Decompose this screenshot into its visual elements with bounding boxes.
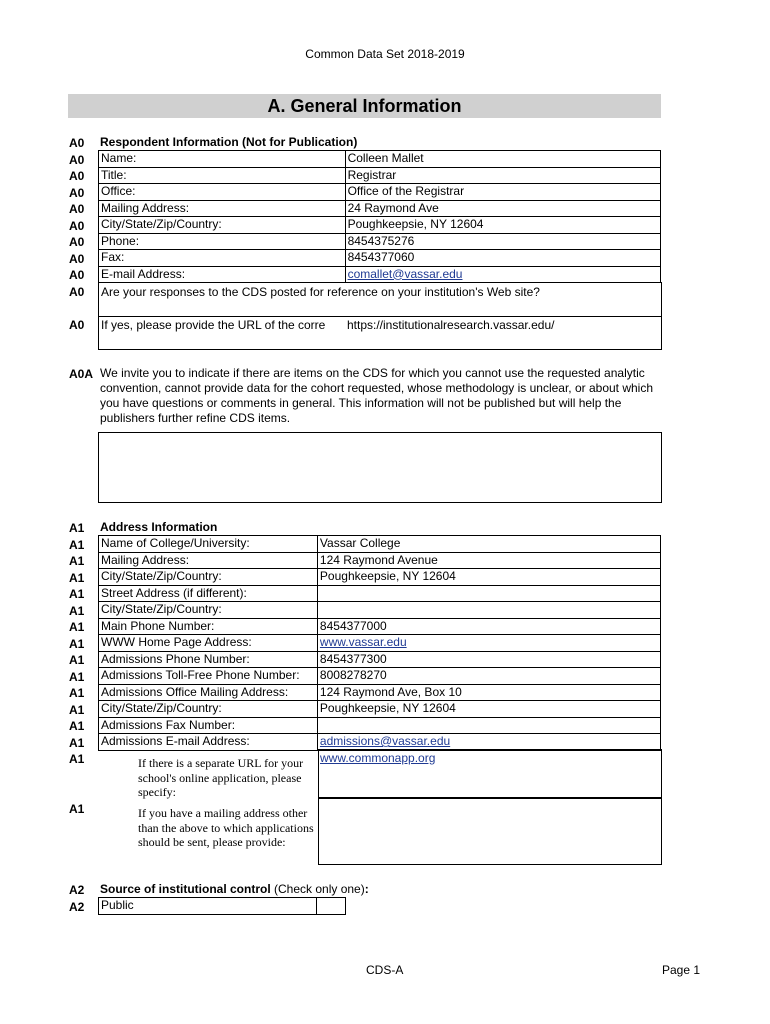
field-label: City/State/Zip/Country: [99, 217, 346, 234]
item-code: A0 [69, 219, 85, 233]
item-code: A1 [69, 554, 85, 568]
item-code: A1 [69, 521, 85, 535]
table-row [99, 585, 661, 602]
item-code: A0 [69, 153, 85, 167]
item-code: A0 [69, 136, 85, 150]
application-url-link[interactable]: www.commonapp.org [320, 751, 436, 765]
control-heading [100, 882, 369, 896]
table-row [99, 635, 661, 652]
field-label: City/State/Zip/Country: [99, 602, 318, 619]
item-code: A2 [69, 900, 85, 914]
table-row [99, 233, 661, 250]
item-code: A1 [69, 653, 85, 667]
field-label: E-mail Address: [99, 266, 346, 283]
field-value[interactable]: 8008278270 [317, 668, 660, 685]
website-question-box [98, 282, 662, 350]
item-code: A1 [69, 719, 85, 733]
item-code: A1 [69, 703, 85, 717]
item-code: A0A [69, 367, 94, 381]
field-value[interactable]: 124 Raymond Ave, Box 10 [317, 684, 660, 701]
item-code: A1 [69, 620, 85, 634]
table-row [99, 651, 661, 668]
field-value[interactable]: Colleen Mallet [345, 151, 660, 168]
field-label: Admissions Office Mailing Address: [99, 684, 318, 701]
table-row [99, 602, 661, 619]
homepage-link[interactable]: www.vassar.edu [319, 635, 407, 649]
field-value[interactable]: Poughkeepsie, NY 12604 [317, 569, 660, 586]
separate-url-label: If there is a separate URL for your school's online application, please specify: [138, 756, 304, 799]
field-value[interactable]: 8454375276 [345, 233, 660, 250]
table-row [99, 618, 661, 635]
url-label: If yes, please provide the URL of the corre [101, 318, 326, 332]
table-row [99, 552, 661, 569]
item-code: A1 [69, 637, 85, 651]
item-code: A0 [69, 252, 85, 266]
table-row [99, 717, 661, 734]
item-code: A1 [69, 802, 85, 816]
table-row [99, 167, 661, 184]
admissions-email-link[interactable]: admissions@vassar.edu [319, 734, 451, 748]
page-number: Page 1 [662, 963, 701, 977]
footer-section-code: CDS-A [366, 963, 404, 977]
field-value[interactable] [317, 585, 660, 602]
table-row [99, 151, 661, 168]
item-code: A1 [69, 736, 85, 750]
address-table [98, 535, 661, 751]
comments-textbox[interactable] [98, 432, 662, 503]
field-value[interactable]: 24 Raymond Ave [345, 200, 660, 217]
field-label: Admissions E-mail Address: [99, 734, 318, 751]
field-value[interactable]: Office of the Registrar [345, 184, 660, 201]
field-value[interactable] [317, 602, 660, 619]
field-label: Fax: [99, 250, 346, 267]
field-label: Title: [99, 167, 346, 184]
item-code: A1 [69, 587, 85, 601]
field-label: Admissions Fax Number: [99, 717, 318, 734]
control-heading-note: (Check only one) [270, 882, 365, 896]
table-row [99, 898, 346, 915]
field-value[interactable]: Registrar [345, 167, 660, 184]
field-label: Name: [99, 151, 346, 168]
field-label: City/State/Zip/Country: [99, 701, 318, 718]
field-label: Admissions Toll-Free Phone Number: [99, 668, 318, 685]
field-label: Phone: [99, 233, 346, 250]
item-code: A1 [69, 538, 85, 552]
table-row [99, 668, 661, 685]
address-heading: Address Information [100, 520, 218, 534]
url-value[interactable]: https://institutionalresearch.vassar.edu/ [347, 318, 555, 332]
item-code: A0 [69, 318, 85, 332]
field-label: Main Phone Number: [99, 618, 318, 635]
website-question: Are your responses to the CDS posted for reference on your institution's Web site? [101, 285, 540, 299]
item-code: A0 [69, 169, 85, 183]
other-address-label: If you have a mailing address other than the above to which applications should be sent, please provide: [138, 806, 314, 849]
control-heading-text: Source of institutional control [100, 882, 271, 896]
item-code: A1 [69, 571, 85, 585]
respondent-heading: Respondent Information (Not for Publication) [100, 135, 358, 149]
control-table [98, 897, 346, 915]
table-row [99, 684, 661, 701]
field-value[interactable]: Vassar College [317, 536, 660, 553]
table-row [99, 569, 661, 586]
field-value[interactable]: 8454377060 [345, 250, 660, 267]
comments-instructions: We invite you to indicate if there are items on the CDS for which you cannot use the requested analytic convention, cannot provide data for the cohort requested, whose methodology is unclear, or about which you have questions or comments in general. This information will not be published but will help the publishers further refine CDS items. [100, 366, 654, 425]
item-code: A1 [69, 752, 85, 766]
field-label: WWW Home Page Address: [99, 635, 318, 652]
field-value[interactable]: 8454377000 [317, 618, 660, 635]
field-value[interactable]: 8454377300 [317, 651, 660, 668]
field-value[interactable]: 124 Raymond Avenue [317, 552, 660, 569]
table-row [99, 701, 661, 718]
document-header: Common Data Set 2018-2019 [305, 47, 465, 61]
divider [98, 316, 661, 317]
email-link[interactable]: comallet@vassar.edu [347, 266, 463, 281]
field-value[interactable]: Poughkeepsie, NY 12604 [317, 701, 660, 718]
item-code: A0 [69, 202, 85, 216]
separate-url-box[interactable] [318, 749, 662, 799]
item-code: A0 [69, 235, 85, 249]
field-label: Admissions Phone Number: [99, 651, 318, 668]
public-checkbox[interactable] [317, 898, 346, 915]
item-code: A0 [69, 285, 85, 299]
item-code: A1 [69, 604, 85, 618]
field-label: Street Address (if different): [99, 585, 318, 602]
field-label: Name of College/University: [99, 536, 318, 553]
other-address-box[interactable] [318, 797, 662, 865]
field-value[interactable] [317, 717, 660, 734]
item-code: A1 [69, 686, 85, 700]
table-row [99, 184, 661, 201]
field-label: City/State/Zip/Country: [99, 569, 318, 586]
item-code: A0 [69, 268, 85, 282]
field-value[interactable]: Poughkeepsie, NY 12604 [345, 217, 660, 234]
field-label: Mailing Address: [99, 200, 346, 217]
option-label: Public [99, 898, 317, 915]
table-row [99, 250, 661, 267]
item-code: A2 [69, 883, 85, 897]
control-heading-colon: : [364, 882, 369, 896]
table-row [99, 217, 661, 234]
table-row [99, 734, 661, 751]
item-code: A0 [69, 186, 85, 200]
item-code: A1 [69, 670, 85, 684]
table-row [99, 536, 661, 553]
respondent-table [98, 150, 661, 283]
field-label: Mailing Address: [99, 552, 318, 569]
field-label: Office: [99, 184, 346, 201]
section-title: A. General Information [68, 94, 661, 118]
table-row [99, 200, 661, 217]
table-row [99, 266, 661, 283]
